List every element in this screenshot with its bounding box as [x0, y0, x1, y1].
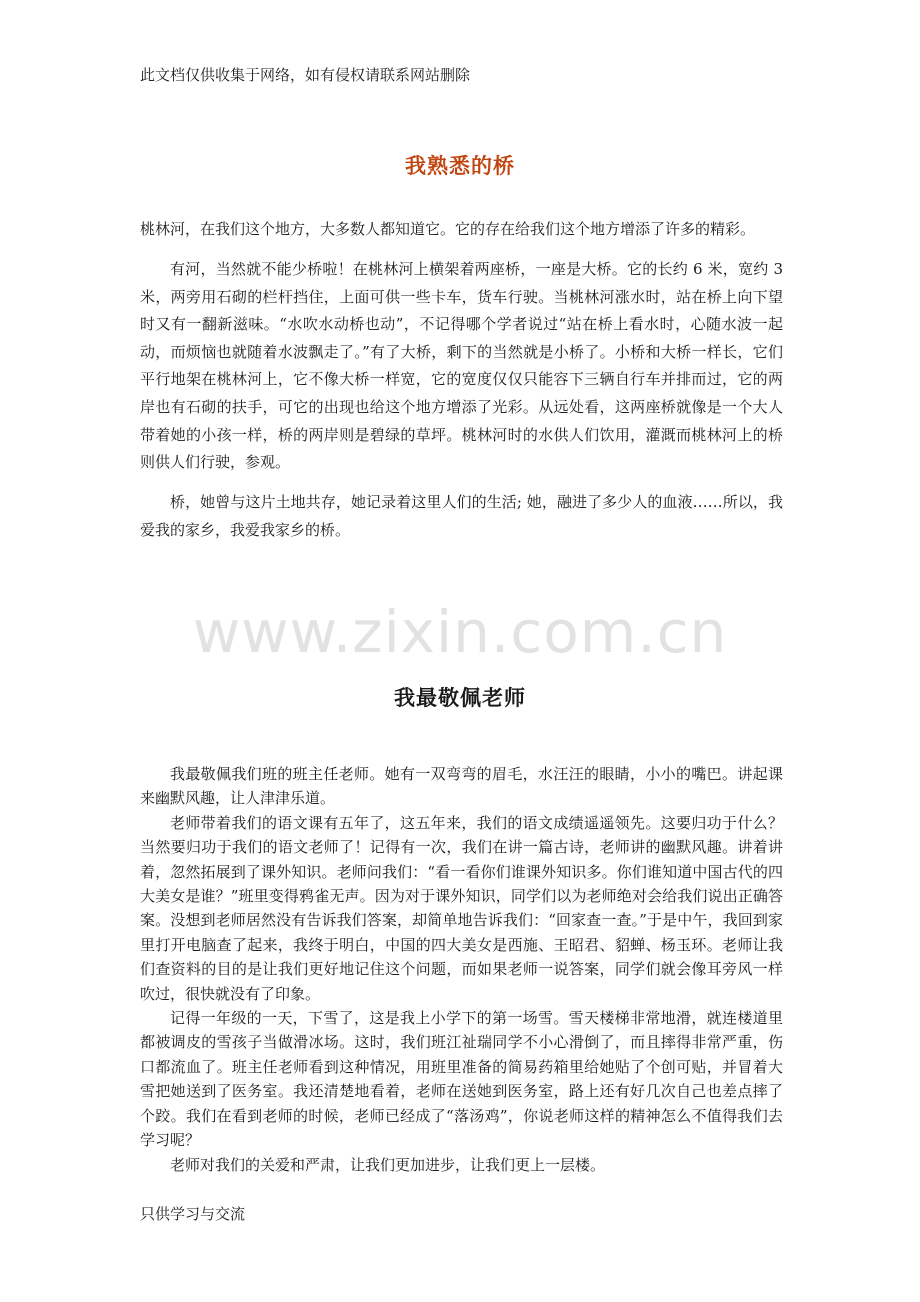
article-1-paragraph: 有河，当然就不能少桥啦！在桃林河上横架着两座桥，一座是大桥。它的长约 6 米，宽约 3 米，两旁用石砌的栏杆挡住，上面可供一些卡车，货车行驶。当桃林河涨水时，站在桥上向下望时又有一翻新滋味。“水吹水动桥也动”，不记得哪个学者说过“站在桥上看水时，心随水波一起动，而烦恼也就随着水波飘走了。”有了大桥，剩下的当然就是小桥了。小桥和大桥一样长，它们平行地架在桃林河上，它不像大桥一样宽，它的宽度仅仅只能容下三辆自行车并排而过，它的两岸也有石砌的扶手，可它的出现也给这个地方增添了光彩。从远处看，这两座桥就像是一个大人带着她的小孩一样，桥的两岸则是碧绿的草坪。桃林河时的水供人们饮用，灌溉而桃林河上的桥则供人们行驶，参观。: [140, 260, 783, 472]
article-2-paragraph: 老师带着我们的语文课有五年了，这五年来，我们的语文成绩遥遥领先。这要归功于什么？当然要归功于我们的语文老师了！记得有一次，我们在讲一篇古诗，老师讲的幽默风趣。讲着讲着，忽然拓展到了课外知识。老师问我们：“看一看你们谁课外知识多。你们谁知道中国古代的四大美女是谁？”班里变得鸦雀无声。因为对于课外知识，同学们以为老师绝对会给我们说出正确答案。没想到老师居然没有告诉我们答案，却简单地告诉我们：“回家查一查。”于是中午，我回到家里打开电脑查了起来，我终于明白，中国的四大美女是西施、王昭君、貂蝉、杨玉环。老师让我们查资料的目的是让我们更好地记住这个问题，而如果老师一说答案，同学们就会像耳旁风一样吹过，很快就没有了印象。: [140, 813, 783, 1003]
article-2-paragraph: 记得一年级的一天，下雪了，这是我上小学下的第一场雪。雪天楼梯非常地滑，就连楼道里都被调皮的雪孩子当做滑冰场。这时，我们班江祉瑞同学不小心滑倒了，而且摔得非常严重，伤口都流血了。班主任老师看到这种情况，用班里准备的简易药箱里给她贴了个创可贴，并冒着大雪把她送到了医务室。我还清楚地看着，老师在送她到医务室，路上还有好几次自己也差点摔了个跤。我们在看到老师的时候，老师已经成了“落汤鸡”，你说老师这样的精神怎么不值得我们去学习呢？: [140, 1009, 783, 1150]
article-2-paragraph: 我最敬佩我们班的班主任老师。她有一双弯弯的眉毛，水汪汪的眼睛，小小的嘴巴。讲起课来幽默风趣，让人津津乐道。: [140, 765, 783, 808]
article-1-paragraph: 桃林河，在我们这个地方，大多数人都知道它。它的存在给我们这个地方增添了许多的精彩。: [140, 220, 756, 238]
article-2-title: 我最敬佩老师: [394, 686, 526, 710]
article-1-paragraph: 桥，她曾与这片土地共存，她记录着这里人们的生活; 她，融进了多少人的血液……所以，我爱我的家乡，我爱我家乡的桥。: [140, 493, 783, 539]
footer-disclaimer: 只供学习与交流: [140, 1205, 246, 1223]
site-watermark: www.zixin.com.cn: [192, 598, 728, 666]
article-2-paragraph: 老师对我们的关爱和严肃，让我们更加进步，让我们更上一层楼。: [170, 1155, 606, 1174]
article-2-body: [140, 762, 783, 1177]
article-1-title: 我熟悉的桥: [405, 154, 515, 178]
header-disclaimer: 此文档仅供收集于网络，如有侵权请联系网站删除: [140, 66, 471, 84]
article-1-body: [140, 216, 783, 557]
